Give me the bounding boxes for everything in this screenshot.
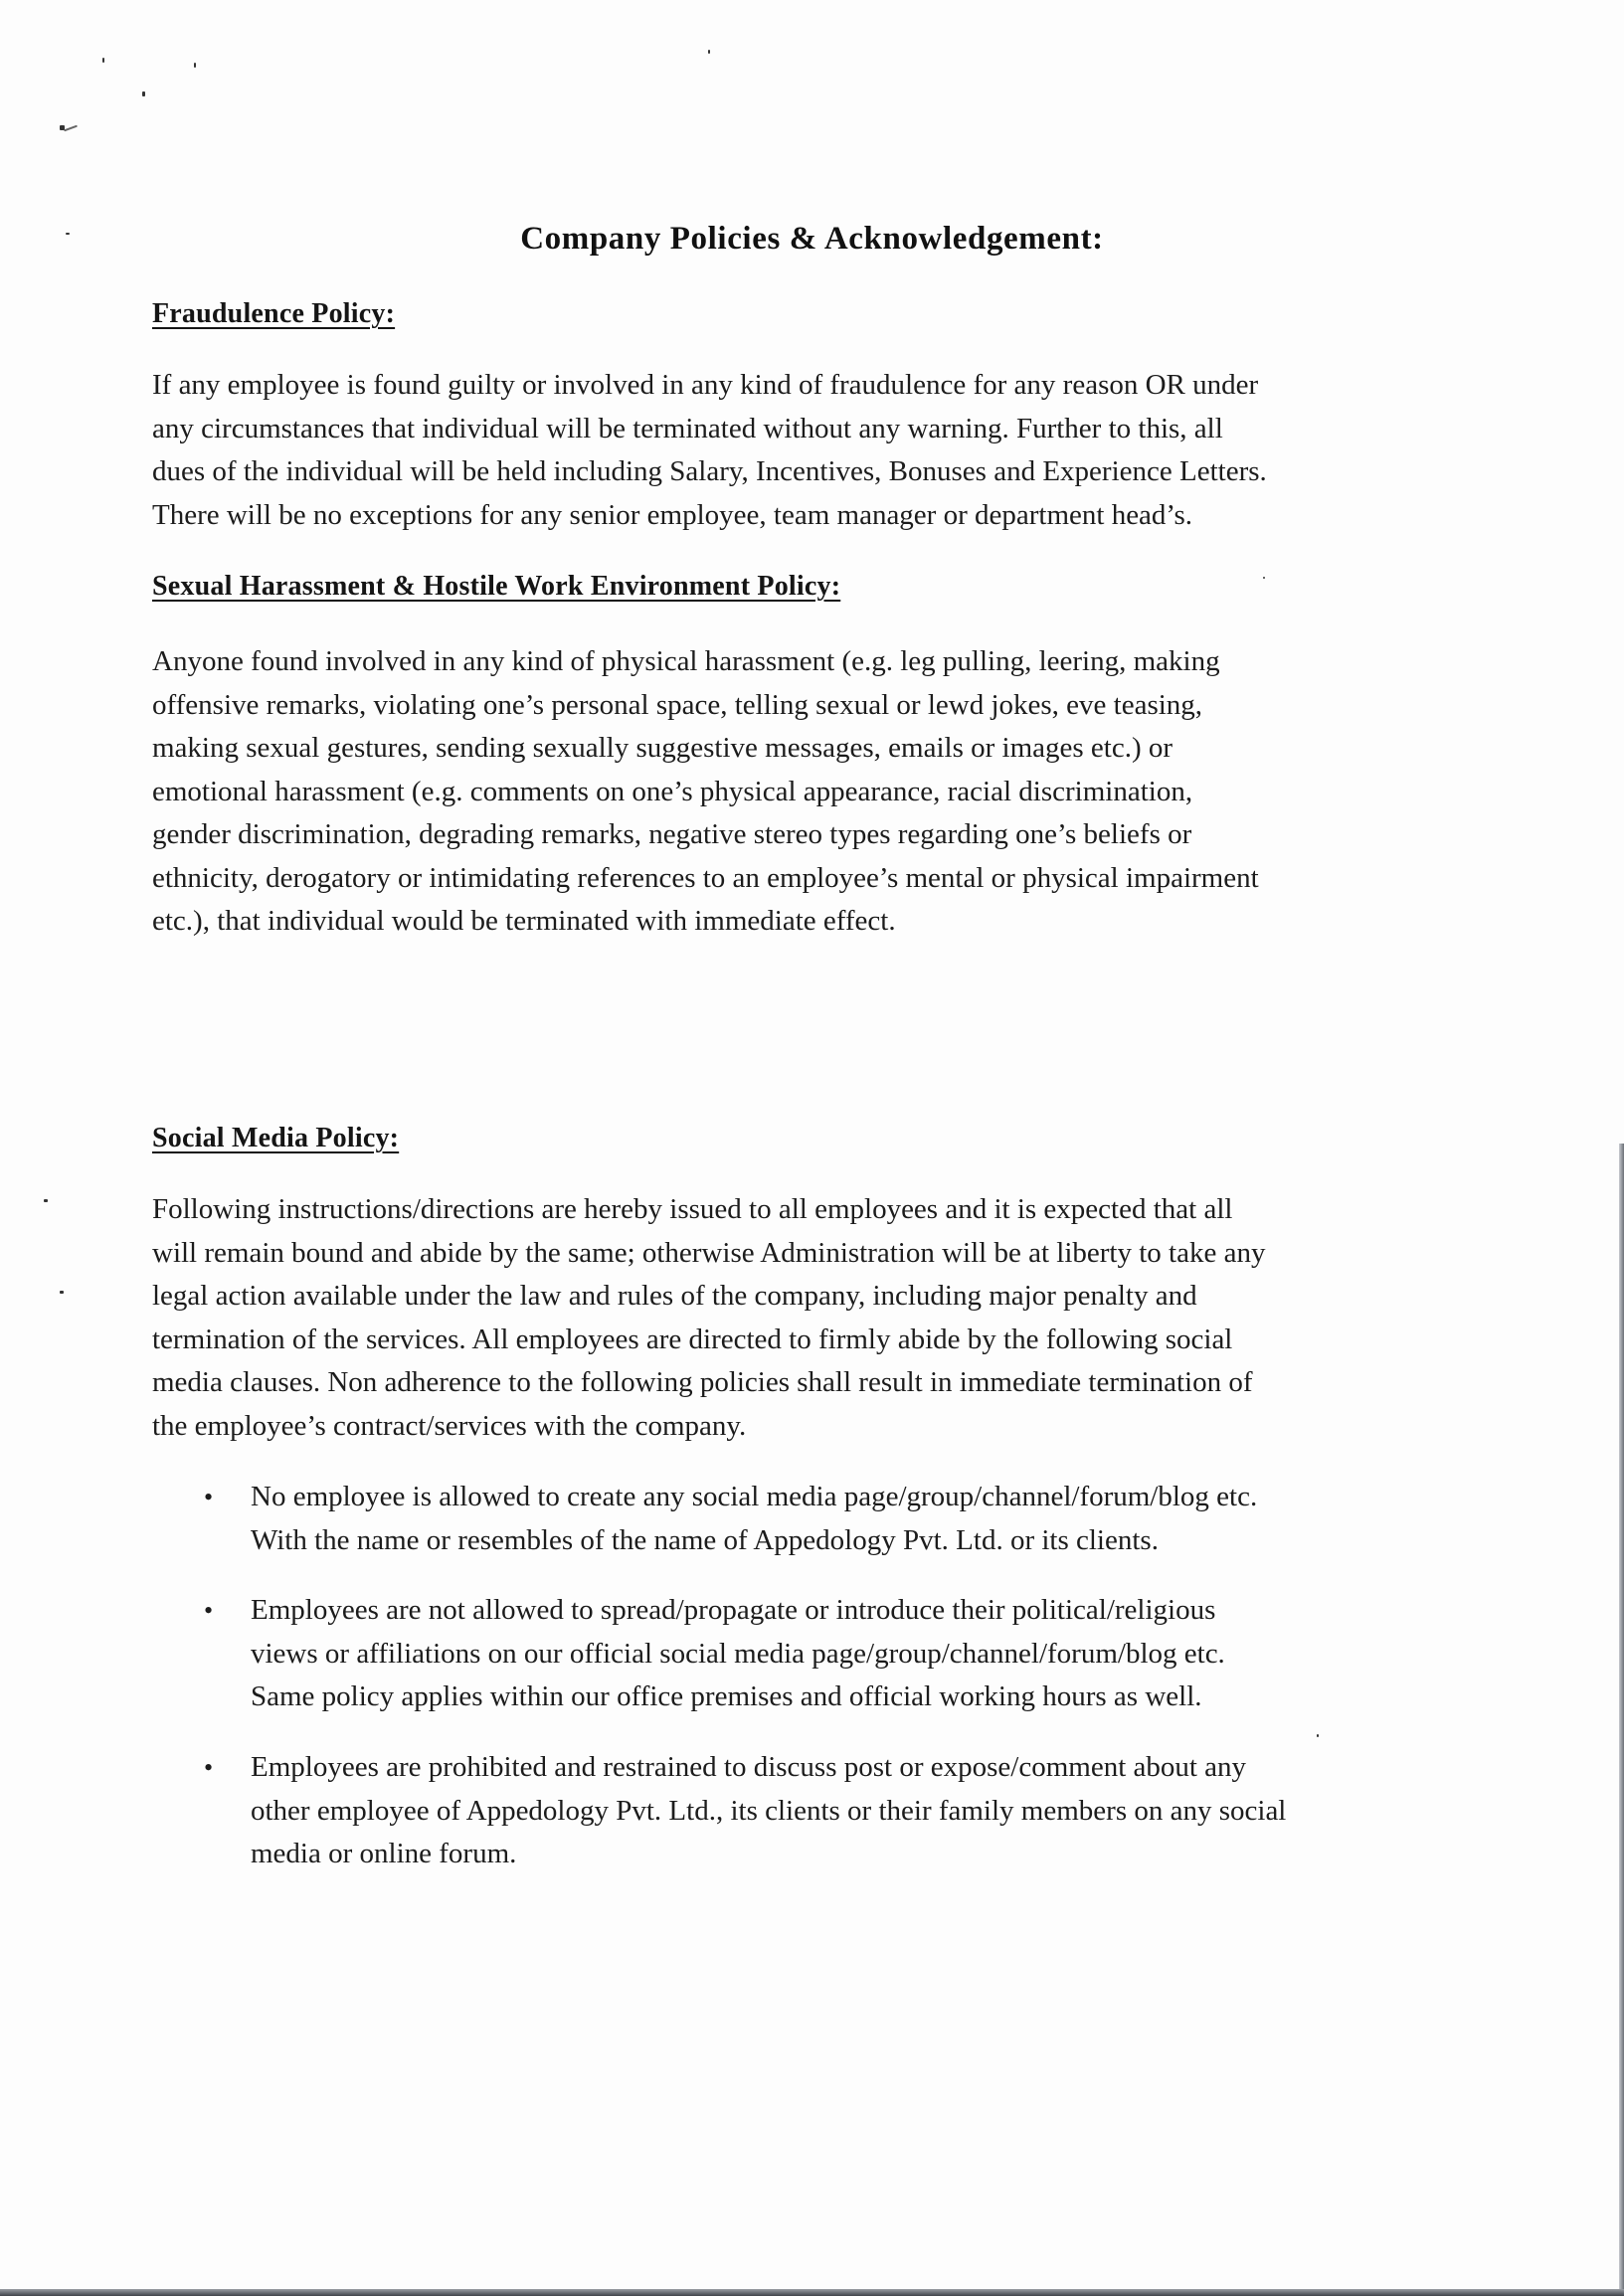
body-line: any circumstances that individual will be terminated without any warning. Further to this, all xyxy=(152,412,1223,444)
body-line: There will be no exceptions for any senior employee, team manager or department head’s. xyxy=(152,498,1193,531)
scan-bottom-edge xyxy=(0,2289,1624,2296)
body-line: media clauses. Non adherence to the following policies shall result in immediate termination of xyxy=(152,1366,1253,1398)
body-line: will remain bound and abide by the same; otherwise Administration will be at liberty to take any xyxy=(152,1236,1266,1269)
body-line: If any employee is found guilty or involved in any kind of fraudulence for any reason OR under xyxy=(152,369,1259,401)
section-body-harassment xyxy=(152,640,1445,944)
scan-speck xyxy=(142,91,145,96)
bullet-line: Employees are not allowed to spread/propagate or introduce their political/religious xyxy=(251,1594,1216,1626)
bullet-line: other employee of Appedology Pvt. Ltd., its clients or their family members on any social xyxy=(251,1794,1287,1827)
section-heading-social-media: Social Media Policy: xyxy=(152,1123,400,1153)
section-body-fraudulence xyxy=(152,364,1445,537)
body-line: emotional harassment (e.g. comments on one’s physical appearance, racial discrimination, xyxy=(152,775,1193,807)
page-title: Company Policies & Acknowledgement: xyxy=(520,221,1104,257)
scan-speck xyxy=(102,58,104,63)
bullet-line: Same policy applies within our office premises and official working hours as well. xyxy=(251,1680,1202,1712)
scan-speck xyxy=(708,50,710,54)
section-heading-harassment: Sexual Harassment & Hostile Work Environment Policy: xyxy=(152,571,841,602)
body-line: Following instructions/directions are hereby issued to all employees and it is expected that all xyxy=(152,1193,1233,1225)
body-line: legal action available under the law and rules of the company, including major penalty and xyxy=(152,1280,1197,1312)
body-line: the employee’s contract/services with the company. xyxy=(152,1409,747,1442)
body-line: Anyone found involved in any kind of physical harassment (e.g. leg pulling, leering, making xyxy=(152,645,1220,677)
scan-speck xyxy=(194,63,196,68)
bullet-text xyxy=(251,1476,1257,1562)
bullet-line: No employee is allowed to create any social media page/group/channel/forum/blog etc. xyxy=(251,1481,1258,1512)
scan-speck xyxy=(44,1199,48,1202)
bullet-line: Employees are prohibited and restrained to discuss post or expose/comment about any xyxy=(251,1751,1247,1783)
bullet-icon: • xyxy=(204,1483,214,1511)
bullet-line: With the name or resembles of the name of Appedology Pvt. Ltd. or its clients. xyxy=(251,1523,1159,1556)
body-line: dues of the individual will be held including Salary, Incentives, Bonuses and Experience Letters. xyxy=(152,455,1267,487)
section-body-social-media xyxy=(152,1188,1445,1448)
scan-speck xyxy=(64,125,78,132)
bullet-icon: • xyxy=(204,1753,214,1782)
section-heading-fraudulence: Fraudulence Policy: xyxy=(152,298,396,329)
body-line: etc.), that individual would be terminated with immediate effect. xyxy=(152,905,896,937)
bullet-text xyxy=(251,1746,1286,1876)
scan-right-edge xyxy=(1619,1144,1624,2296)
bullet-line: media or online forum. xyxy=(251,1838,517,1869)
bullet-line: views or affiliations on our official social media page/group/channel/forum/blog etc. xyxy=(251,1637,1225,1670)
body-line: gender discrimination, degrading remarks, negative stereo types regarding one’s beliefs or xyxy=(152,818,1192,850)
bullet-icon: • xyxy=(204,1596,214,1625)
scan-speck xyxy=(1263,577,1265,579)
scan-speck xyxy=(60,1291,64,1294)
scan-speck xyxy=(1317,1734,1319,1737)
body-line: offensive remarks, violating one’s personal space, telling sexual or lewd jokes, eve teasing, xyxy=(152,688,1203,721)
body-line: ethnicity, derogatory or intimidating references to an employee’s mental or physical impairment xyxy=(152,861,1259,894)
bullet-text xyxy=(251,1589,1225,1719)
body-line: making sexual gestures, sending sexually suggestive messages, emails or images etc.) or xyxy=(152,732,1173,764)
body-line: termination of the services. All employees are directed to firmly abide by the following social xyxy=(152,1323,1233,1355)
